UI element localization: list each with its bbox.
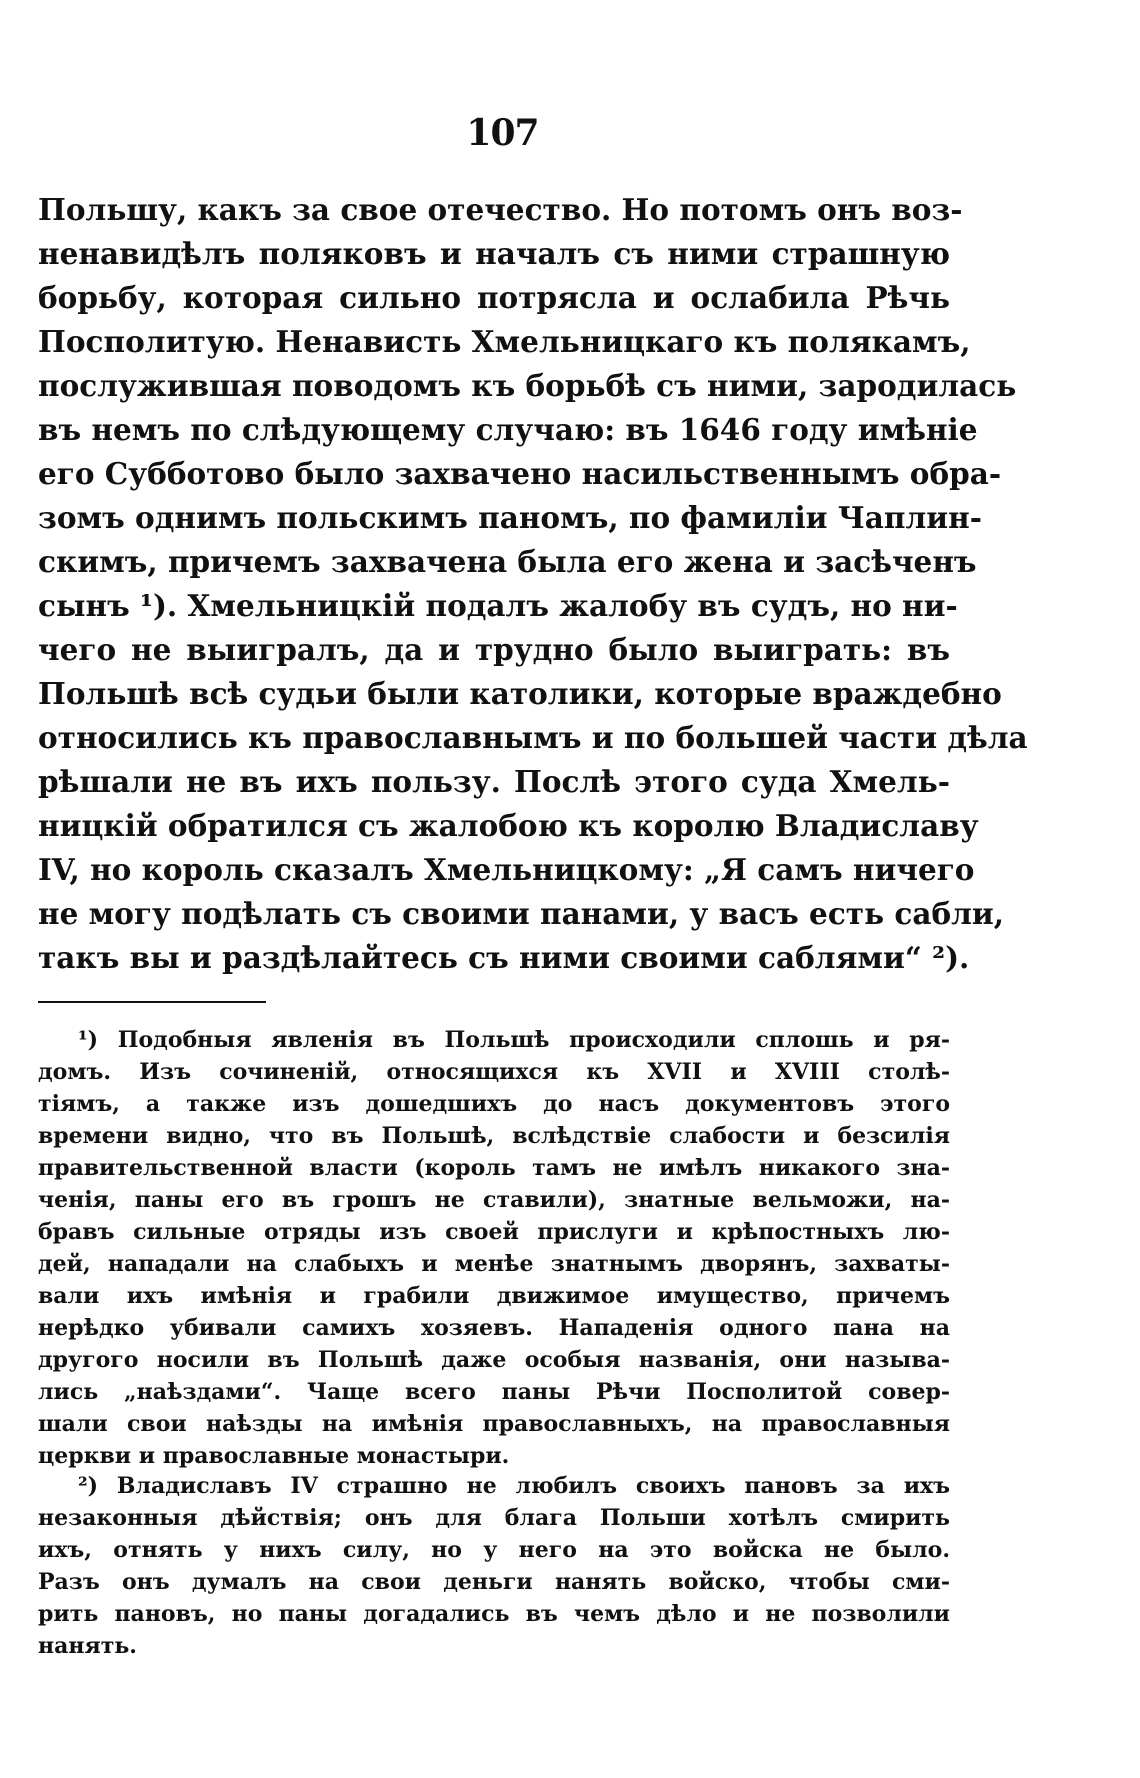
footnote-line: лись „наѣздами“. Чаще всего паны Рѣчи Посполитой совер- [38, 1379, 950, 1405]
footnote-line: времени видно, что въ Польшѣ, вслѣдствіе слабости и безсилія [38, 1123, 950, 1149]
text-line: такъ вы и раздѣлайтесь съ ними своими саблями“ ²). [38, 940, 970, 975]
footnote-line: рить пановъ, но паны догадались въ чемъ дѣло и не позволили [38, 1601, 950, 1627]
footnote-line: дей, нападали на слабыхъ и менѣе знатнымъ дворянъ, захваты- [38, 1251, 950, 1277]
footnote-line: правительственной власти (король тамъ не имѣлъ никакого зна- [38, 1155, 950, 1181]
text-line: Посполитую. Ненависть Хмельницкаго къ полякамъ, [38, 324, 971, 359]
text-line: рѣшали не въ ихъ пользу. Послѣ этого суда Хмель- [38, 764, 950, 799]
footnote-line: ченія, паны его въ грошъ не ставили), знатные вельможи, на- [38, 1187, 950, 1213]
text-line: скимъ, причемъ захвачена была его жена и засѣченъ [38, 544, 977, 579]
text-line: относились къ православнымъ и по большей части дѣла [38, 720, 1028, 755]
footnote-line: бравъ сильные отряды изъ своей прислуги и крѣпостныхъ лю- [38, 1219, 950, 1245]
text-line: Польшу, какъ за свое отечество. Но потомъ онъ воз- [38, 192, 963, 227]
footnote-line: ихъ, отнять у нихъ силу, но у него на это войска не было. [38, 1537, 950, 1563]
footnote-line: Разъ онъ думалъ на свои деньги нанять войско, чтобы сми- [38, 1569, 950, 1595]
text-line: борьбу, которая сильно потрясла и ослабила Рѣчь [38, 280, 950, 315]
text-line: въ немъ по слѣдующему случаю: въ 1646 году имѣніе [38, 412, 978, 447]
footnote-1 [38, 1024, 950, 1472]
text-line: зомъ однимъ польскимъ паномъ, по фамиліи Чаплин- [38, 500, 982, 535]
footnote-divider [38, 1001, 266, 1003]
text-line: Польшѣ всѣ судьи были католики, которые враждебно [38, 676, 1002, 711]
text-line: ненавидѣлъ поляковъ и началъ съ ними страшную [38, 236, 950, 271]
page-number: 107 [466, 112, 539, 154]
footnote-line: ¹) Подобныя явленія въ Польшѣ происходили сплошь и ря- [78, 1027, 950, 1053]
footnote-2 [38, 1470, 950, 1662]
footnote-line: другого носили въ Польшѣ даже особыя названія, они называ- [38, 1347, 950, 1373]
footnote-line: тіямъ, а также изъ дошедшихъ до насъ документовъ этого [38, 1091, 950, 1117]
text-line: IV, но король сказалъ Хмельницкому: „Я самъ ничего [38, 852, 975, 887]
footnote-line: церкви и православные монастыри. [38, 1443, 510, 1469]
text-line: не могу подѣлать съ своими панами, у васъ есть сабли, [38, 896, 1005, 931]
text-line: чего не выигралъ, да и трудно было выиграть: въ [38, 632, 950, 667]
footnote-line: шали свои наѣзды на имѣнія православныхъ, на православныя [38, 1411, 950, 1437]
footnote-line: нерѣдко убивали самихъ хозяевъ. Нападенія одного пана на [38, 1315, 950, 1341]
text-line: ницкій обратился съ жалобою къ королю Владиславу [38, 808, 979, 843]
footnote-line: домъ. Изъ сочиненій, относящихся къ XVII и XVIII столѣ- [38, 1059, 950, 1085]
text-line: его Субботово было захвачено насильственнымъ обра- [38, 456, 1002, 491]
text-line: сынъ ¹). Хмельницкій подалъ жалобу въ судъ, но ни- [38, 588, 958, 623]
main-text [38, 188, 1028, 980]
footnote-line: вали ихъ имѣнія и грабили движимое имущество, причемъ [38, 1283, 950, 1309]
footnote-line: незаконныя дѣйствія; онъ для блага Польши хотѣлъ смирить [38, 1505, 950, 1531]
footnote-line: нанять. [38, 1633, 137, 1659]
footnote-line: ²) Владиславъ IV страшно не любилъ своихъ пановъ за ихъ [78, 1473, 950, 1499]
text-line: послужившая поводомъ къ борьбѣ съ ними, зародилась [38, 368, 1017, 403]
